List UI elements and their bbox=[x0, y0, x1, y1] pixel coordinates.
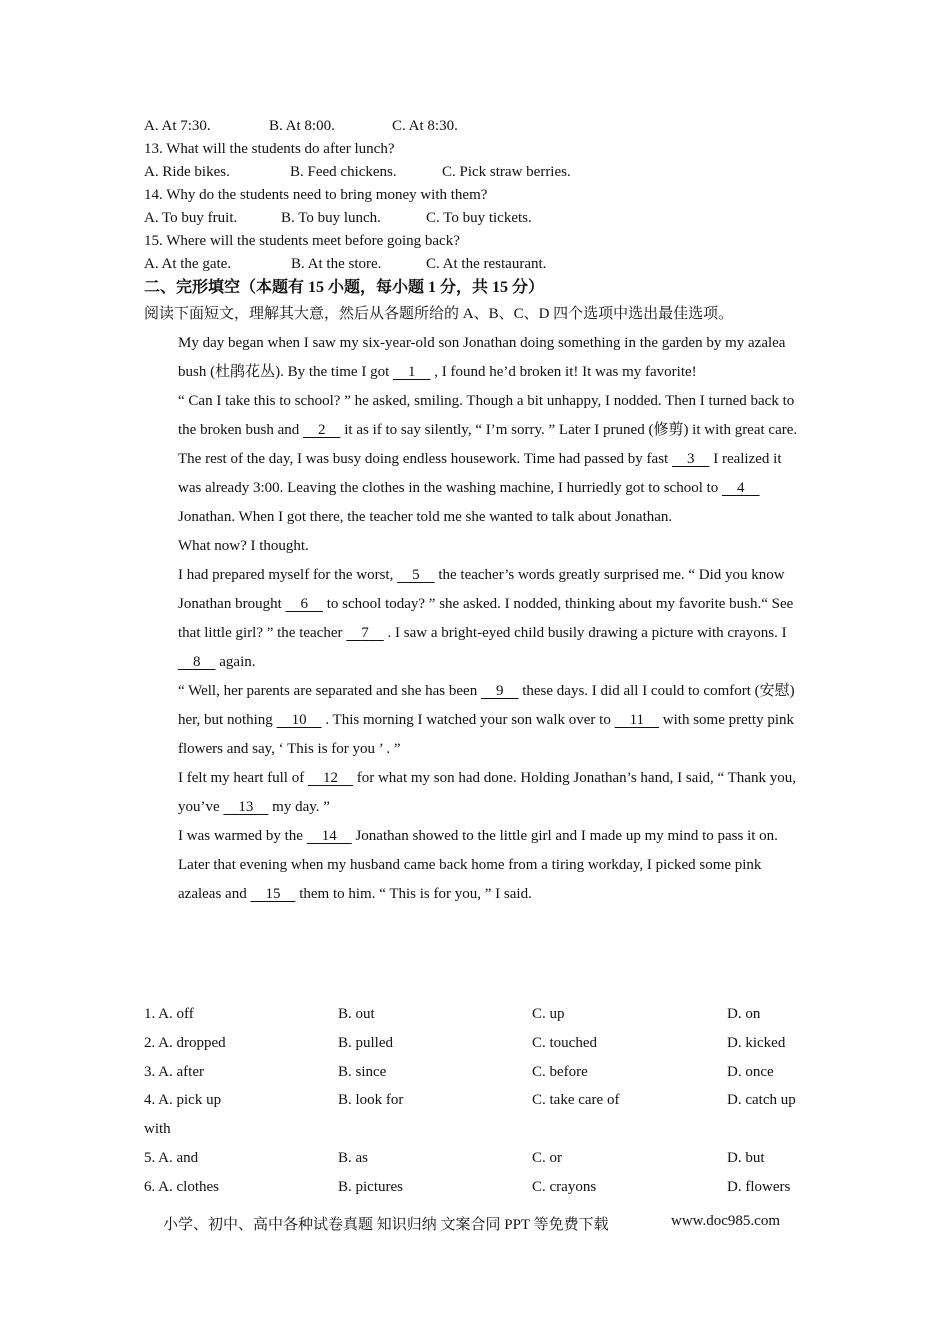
option-6c: C. crayons bbox=[532, 1179, 597, 1195]
blank-14: 14 bbox=[321, 828, 337, 844]
option-3a: 3. A. after bbox=[144, 1064, 204, 1080]
option-5d: D. but bbox=[727, 1150, 765, 1166]
option-2b: B. pulled bbox=[338, 1035, 393, 1051]
blank-6: 6 bbox=[300, 596, 308, 612]
option-5b: B. as bbox=[338, 1150, 368, 1166]
q15-option-b: B. At the store. bbox=[291, 256, 382, 272]
q15-stem: 15. Where will the students meet before going back? bbox=[144, 233, 460, 249]
q13-option-a: A. Ride bikes. bbox=[144, 164, 230, 180]
paragraph-3: The rest of the day, I was busy doing endless housework. Time had passed by fast 3 I realized it was already 3:00. Leaving the clothes in the washing machine, I hurriedly got to school to 4 Jonathan. When I got there, the teacher told me she wanted to talk about Jonathan. bbox=[144, 445, 806, 532]
footer-link[interactable]: www.doc985.com bbox=[671, 1213, 781, 1229]
q14-option-c: C. To buy tickets. bbox=[426, 210, 532, 226]
section-title: 二、完形填空（本题有 15 小题，每小题 1 分，共 15 分） bbox=[144, 279, 545, 296]
q14-option-b: B. To buy lunch. bbox=[281, 210, 381, 226]
blank-9: 9 bbox=[495, 683, 504, 699]
paragraph-8: I was warmed by the 14 Jonathan showed to the little girl and I made up my mind to pass it on. Later that evening when my husband came back home from a tiring workday, I picked some pink azaleas and 15 them to him. “ This is for you, ” I said. bbox=[144, 822, 806, 909]
paragraph-1: My day began when I saw my six-year-old son Jonathan doing something in the garden by my azalea bush (杜鹃花丛). By the time I got 1 , I found he’d broken it! It was my favorite! bbox=[144, 329, 806, 387]
blank-1: 1 bbox=[407, 364, 416, 380]
q15-option-c: C. At the restaurant. bbox=[426, 256, 547, 272]
option-4d: D. catch up bbox=[727, 1092, 796, 1108]
option-6b: B. pictures bbox=[338, 1179, 403, 1195]
blank-11: 11 bbox=[629, 712, 645, 728]
option-2c: C. touched bbox=[532, 1035, 597, 1051]
blank-7: 7 bbox=[361, 625, 369, 641]
paragraph-6: “ Well, her parents are separated and she has been 9 these days. I did all I could to comfort (安慰) her, but nothing 10 . This morning I watched your son walk over to 11 with some pretty pink flowers and say, ‘ This is for you ’ . ” bbox=[144, 677, 806, 764]
passage bbox=[144, 329, 806, 909]
option-5c: C. or bbox=[532, 1150, 562, 1166]
paragraph-2: “ Can I take this to school? ” he asked, smiling. Though a bit unhappy, I nodded. Then I turned back to the broken bush and 2 it as if to say silently, “ I’m sorry. ” Later I pruned (修剪) it with great care. bbox=[144, 387, 806, 445]
blank-4: 4 bbox=[737, 480, 745, 496]
option-2a: 2. A. dropped bbox=[144, 1035, 226, 1051]
paragraph-5: I had prepared myself for the worst, 5 the teacher’s words greatly surprised me. “ Did you know Jonathan brought 6 to school today? ” she asked. I nodded, thinking about my favorite bush.“ See that little girl? ” the teacher 7 . I saw a bright-eyed child busily drawing a picture with crayons. I 8 again. bbox=[144, 561, 806, 677]
option-2d: D. kicked bbox=[727, 1035, 786, 1051]
q13-option-b: B. Feed chickens. bbox=[290, 164, 397, 180]
blank-8: 8 bbox=[193, 654, 201, 670]
option-4b: B. look for bbox=[338, 1092, 404, 1108]
section-instruction: 阅读下面短文，理解其大意，然后从各题所给的 A、B、C、D 四个选项中选出最佳选项。 bbox=[144, 306, 734, 322]
q13-option-c: C. Pick straw berries. bbox=[442, 164, 571, 180]
option-3c: C. before bbox=[532, 1064, 588, 1080]
blank-5: 5 bbox=[412, 567, 420, 583]
blank-3: 3 bbox=[686, 451, 695, 467]
option-6a: 6. A. clothes bbox=[144, 1179, 219, 1195]
q13-stem: 13. What will the students do after lunch? bbox=[144, 141, 395, 157]
option-6d: D. flowers bbox=[727, 1179, 791, 1195]
q14-option-a: A. To buy fruit. bbox=[144, 210, 238, 226]
option-5a: 5. A. and bbox=[144, 1150, 199, 1166]
option-1d: D. on bbox=[727, 1006, 761, 1022]
q12-option-c: C. At 8:30. bbox=[392, 118, 458, 134]
option-3b: B. since bbox=[338, 1064, 387, 1080]
blank-2: 2 bbox=[317, 422, 326, 438]
footer-text: 小学、初中、高中各种试卷真题 知识归纳 文案合同 PPT 等免费下载 bbox=[163, 1217, 609, 1233]
option-4-wrap: with bbox=[144, 1121, 171, 1137]
option-3d: D. once bbox=[727, 1064, 774, 1080]
blank-12: 12 bbox=[322, 770, 338, 786]
option-1a: 1. A. off bbox=[144, 1006, 194, 1022]
q15-option-a: A. At the gate. bbox=[144, 256, 232, 272]
q12-option-b: B. At 8:00. bbox=[269, 118, 335, 134]
q12-option-a: A. At 7:30. bbox=[144, 118, 211, 134]
option-4a: 4. A. pick up bbox=[144, 1092, 222, 1108]
paragraph-7: I felt my heart full of 12 for what my son had done. Holding Jonathan’s hand, I said, “ Thank you, you’ve 13 my day. ” bbox=[144, 764, 806, 822]
option-1b: B. out bbox=[338, 1006, 375, 1022]
blank-13: 13 bbox=[238, 799, 254, 815]
option-4c: C. take care of bbox=[532, 1092, 620, 1108]
blank-10: 10 bbox=[291, 712, 307, 728]
blank-15: 15 bbox=[265, 886, 281, 902]
paragraph-4: What now? I thought. bbox=[178, 538, 309, 554]
option-1c: C. up bbox=[532, 1006, 565, 1022]
q14-stem: 14. Why do the students need to bring money with them? bbox=[144, 187, 488, 203]
